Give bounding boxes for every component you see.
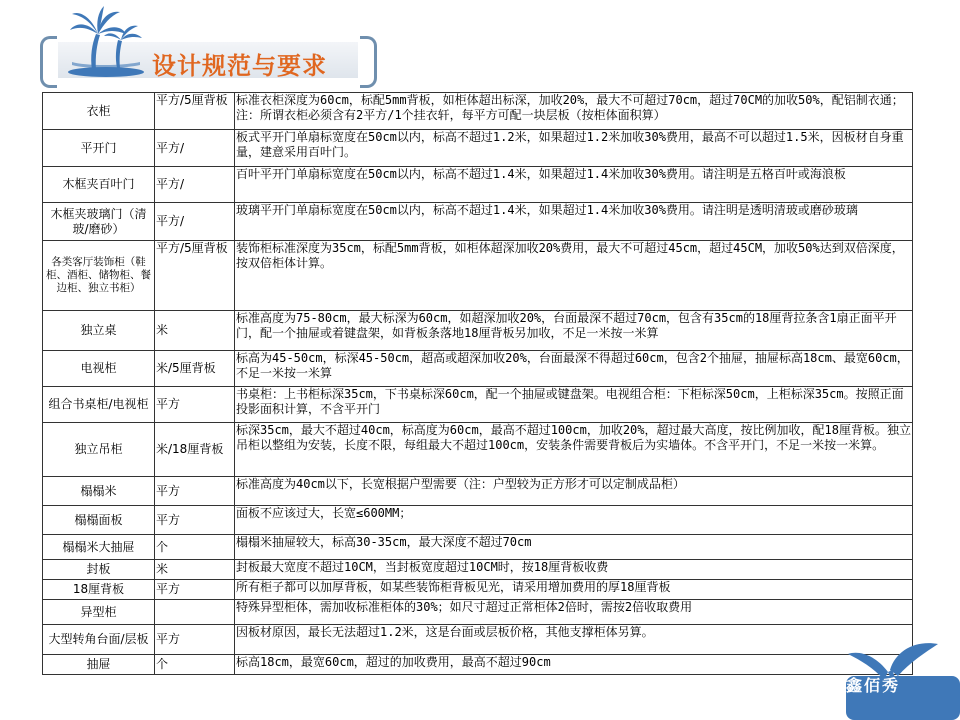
row-unit: 平方/5厘背板 xyxy=(155,241,235,311)
row-item: 组合书桌柜/电视柜 xyxy=(43,387,155,423)
page-title: 设计规范与要求 xyxy=(152,52,327,80)
row-description: 书桌柜：上书柜标深35cm，下书桌标深60cm，配一个抽屉或键盘架。电视组合柜：下柜标深50cm，上柜标深35cm。按照正面投影面积计算，不含平开门 xyxy=(235,387,913,423)
row-item: 榻榻面板 xyxy=(43,506,155,535)
row-item: 榻榻米 xyxy=(43,477,155,506)
row-unit: 平方/ xyxy=(155,130,235,167)
row-item: 18厘背板 xyxy=(43,580,155,600)
table-row xyxy=(43,93,913,130)
table-row xyxy=(43,506,913,535)
table-row xyxy=(43,423,913,477)
row-description: 标深35cm，最大不超过40cm，标高度为60cm，最高不超过100cm，加收20%，超过最大高度，按比例加收，配18厘背板。独立吊柜以整组为安装，长度不限，每组最大不超过100cm，安装条件需要背板后为实墙体。不含平开门，不足一米按一米算。 xyxy=(235,423,913,477)
row-description: 标高为45-50cm，标深45-50cm，超高或超深加收20%，台面最深不得超过60cm，包含2个抽屉，抽屉标高18cm、最宽60cm，不足一米按一米算 xyxy=(235,351,913,387)
row-item: 各类客厅装饰柜（鞋柜、酒柜、储物柜、餐边柜、独立书柜） xyxy=(43,241,155,311)
table-row xyxy=(43,351,913,387)
row-unit: 米/18厘背板 xyxy=(155,423,235,477)
table-row xyxy=(43,655,913,675)
table-row xyxy=(43,477,913,506)
header xyxy=(0,0,960,92)
row-description: 特殊异型柜体，需加收标准柜体的30%；如尺寸超过正常柜体2倍时，需按2倍收取费用 xyxy=(235,600,913,625)
table-row xyxy=(43,580,913,600)
table-row xyxy=(43,560,913,580)
row-unit: 平方 xyxy=(155,387,235,423)
row-description: 玻璃平开门单扇标宽度在50cm以内，标高不超过1.4米，如果超过1.4米加收30%费用。请注明是透明清玻或磨砂玻璃 xyxy=(235,203,913,241)
table-row xyxy=(43,167,913,203)
row-item: 榻榻米大抽屉 xyxy=(43,535,155,560)
row-item: 异型柜 xyxy=(43,600,155,625)
table-row xyxy=(43,130,913,167)
row-description: 标准衣柜深度为60cm，标配5mm背板，如柜体超出标深，加收20%，最大不可超过70cm，超过70CM的加收50%，配铝制衣通；注：所谓衣柜必须含有2平方/1个挂衣轩，每平方可配一块层板（按柜体面积算） xyxy=(235,93,913,130)
row-unit: 个 xyxy=(155,655,235,675)
row-item: 平开门 xyxy=(43,130,155,167)
watermark-text: 鑫佰秀 xyxy=(846,676,901,695)
palm-island-icon xyxy=(66,4,146,78)
sprout-logo-icon xyxy=(838,610,960,720)
row-unit: 个 xyxy=(155,535,235,560)
row-unit: 平方 xyxy=(155,625,235,655)
table-row xyxy=(43,625,913,655)
row-unit: 平方/ xyxy=(155,167,235,203)
header-right-bracket xyxy=(360,36,377,88)
row-item: 独立吊柜 xyxy=(43,423,155,477)
row-description: 面板不应该过大，长宽≤600MM； xyxy=(235,506,913,535)
row-unit: 平方 xyxy=(155,580,235,600)
table-row xyxy=(43,535,913,560)
row-description: 板式平开门单扇标宽度在50cm以内，标高不超过1.2米，如果超过1.2米加收30%费用，最高不可以超过1.5米，因板材自身重量，建意采用百叶门。 xyxy=(235,130,913,167)
row-unit: 米/5厘背板 xyxy=(155,351,235,387)
table-row xyxy=(43,387,913,423)
row-unit: 米 xyxy=(155,560,235,580)
row-description: 因板材原因，最长无法超过1.2米，这是台面或层板价格，其他支撑柜体另算。 xyxy=(235,625,913,655)
table-row xyxy=(43,600,913,625)
row-item: 电视柜 xyxy=(43,351,155,387)
row-description: 标高18cm，最宽60cm，超过的加收费用，最高不超过90cm xyxy=(235,655,913,675)
row-description: 榻榻米抽屉较大，标高30-35cm，最大深度不超过70cm xyxy=(235,535,913,560)
table-row xyxy=(43,311,913,351)
row-unit xyxy=(155,600,235,625)
row-item: 木框夹玻璃门（清玻/磨砂） xyxy=(43,203,155,241)
row-item: 大型转角台面/层板 xyxy=(43,625,155,655)
table-row xyxy=(43,203,913,241)
row-description: 封板最大宽度不超过10CM，当封板宽度超过10CM时，按18厘背板收费 xyxy=(235,560,913,580)
row-description: 装饰柜标准深度为35cm，标配5mm背板，如柜体超深加收20%费用，最大不可超过45cm，超过45CM，加收50%达到双倍深度，按双倍柜体计算。 xyxy=(235,241,913,311)
row-item: 独立桌 xyxy=(43,311,155,351)
row-unit: 平方 xyxy=(155,477,235,506)
table-row xyxy=(43,241,913,311)
row-unit: 平方/5厘背板 xyxy=(155,93,235,130)
row-item: 衣柜 xyxy=(43,93,155,130)
row-description: 百叶平开门单扇标宽度在50cm以内，标高不超过1.4米，如果超过1.4米加收30%费用。请注明是五格百叶或海浪板 xyxy=(235,167,913,203)
spec-table xyxy=(42,92,913,675)
row-unit: 米 xyxy=(155,311,235,351)
header-left-bracket xyxy=(40,36,57,88)
row-description: 标准高度为40cm以下，长宽根据户型需要（注：户型较为正方形才可以定制成品柜） xyxy=(235,477,913,506)
row-item: 木框夹百叶门 xyxy=(43,167,155,203)
row-item: 抽屉 xyxy=(43,655,155,675)
row-unit: 平方/ xyxy=(155,203,235,241)
row-item: 封板 xyxy=(43,560,155,580)
row-description: 所有柜子都可以加厚背板，如某些装饰柜背板见光，请采用增加费用的厚18厘背板 xyxy=(235,580,913,600)
row-description: 标准高度为75-80cm，最大标深为60cm，如超深加收20%，台面最深不超过70cm，包含有35cm的18厘背拉条含1扇正面平开门，配一个抽屉或着键盘架，如背板条落地18厘背板另加收，不足一米按一米算 xyxy=(235,311,913,351)
row-unit: 平方 xyxy=(155,506,235,535)
